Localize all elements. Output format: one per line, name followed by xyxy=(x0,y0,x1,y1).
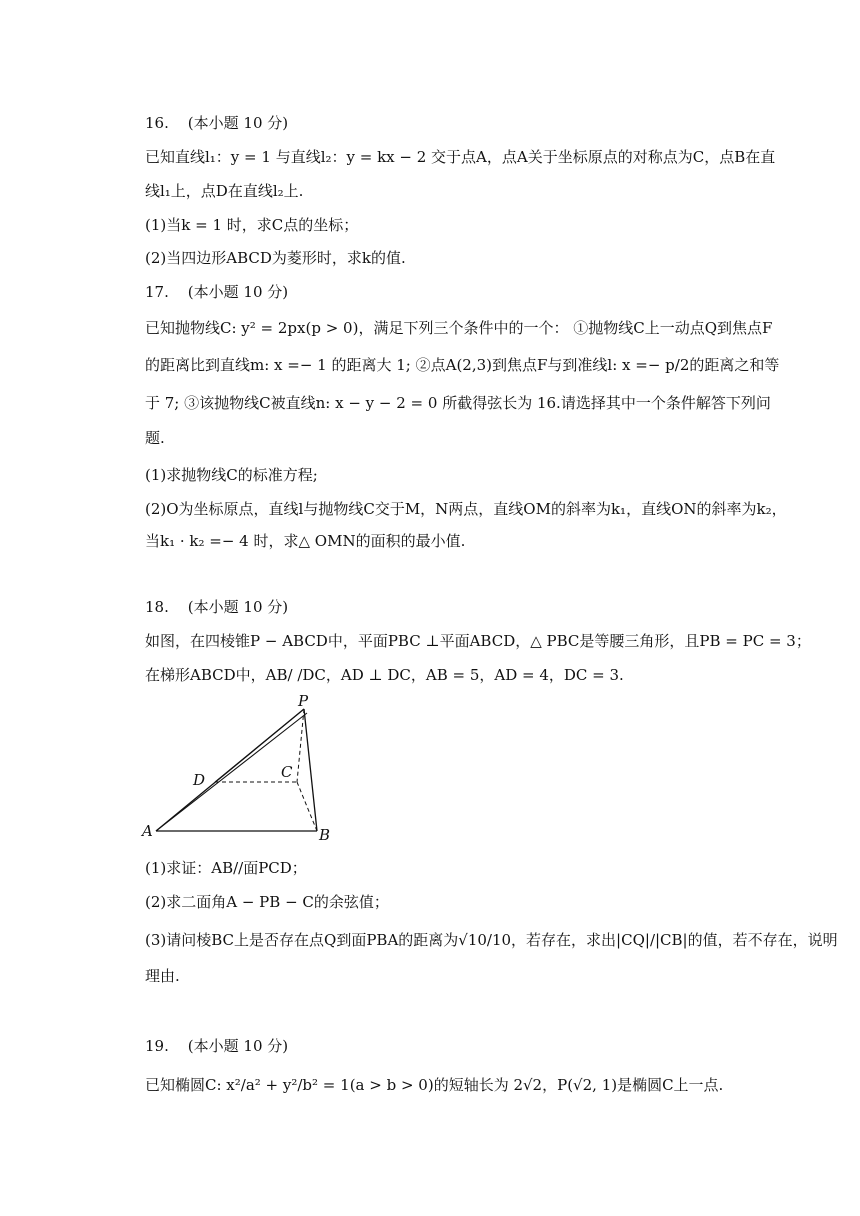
q17-stem-line4: 题. xyxy=(145,429,165,447)
q16-points: (本小题 10 分) xyxy=(187,114,289,132)
q18-part1: (1)求证：AB//面PCD； xyxy=(145,859,307,877)
q17-header xyxy=(145,282,288,302)
q18-part3-line1: (3)请问棱BC上是否存在点Q到面PBA的距离为√10/10，若存在，求出|CQ|/|CB|的值，若不存在，说明 xyxy=(145,931,838,949)
q19-header xyxy=(145,1036,288,1056)
q16-part2: (2)当四边形ABCD为菱形时，求k的值. xyxy=(145,249,406,267)
q19-points: (本小题 10 分) xyxy=(187,1037,289,1055)
edge-PB xyxy=(304,709,317,831)
label-D: D xyxy=(193,771,206,789)
q18-part2: (2)求二面角A − PB − C的余弦值； xyxy=(145,893,389,911)
q16-part1: (1)当k = 1 时，求C点的坐标； xyxy=(145,216,359,234)
q18-stem-line1: 如图，在四棱锥P − ABCD中，平面PBC ⊥平面ABCD，△ PBC是等腰三角形，且PB = PC = 3； xyxy=(145,632,811,650)
q19-number: 19. xyxy=(145,1037,169,1055)
q18-part3-line2: 理由. xyxy=(145,967,180,985)
q16-number: 16. xyxy=(145,114,169,132)
q18-points: (本小题 10 分) xyxy=(187,598,289,616)
q16-stem-line2: 线l₁上，点D在直线l₂上. xyxy=(145,182,304,200)
q17-part2-line2: 当k₁ · k₂ =− 4 时，求△ OMN的面积的最小值. xyxy=(145,532,466,550)
q19-stem-line1: 已知椭圆C: x²/a² + y²/b² = 1(a > b > 0)的短轴长为 2√2，P(√2, 1)是椭圆C上一点. xyxy=(145,1076,724,1094)
q17-number: 17. xyxy=(145,283,169,301)
pyramid-figure xyxy=(135,690,345,850)
label-A: A xyxy=(142,822,153,840)
q17-stem-line1: 已知抛物线C: y² = 2px(p > 0)，满足下列三个条件中的一个： ①抛物线C上一动点Q到焦点F xyxy=(145,319,773,337)
q17-stem-line2: 的距离比到直线m: x =− 1 的距离大 1; ②点A(2,3)到焦点F与到准线l: x =− p/2的距离之和等 xyxy=(145,356,780,374)
q17-points: (本小题 10 分) xyxy=(187,283,289,301)
q18-number: 18. xyxy=(145,598,169,616)
q18-header xyxy=(145,597,288,617)
q17-part1: (1)求抛物线C的标准方程; xyxy=(145,466,318,484)
q16-stem-line1: 已知直线l₁：y = 1 与直线l₂：y = kx − 2 交于点A，点A关于坐标原点的对称点为C，点B在直 xyxy=(145,148,776,166)
q16-header xyxy=(145,113,288,133)
q18-stem-line2: 在梯形ABCD中，AB/ /DC，AD ⊥ DC，AB = 5，AD = 4，DC = 3. xyxy=(145,666,624,684)
q17-part2-line1: (2)O为坐标原点，直线l与抛物线C交于M，N两点，直线OM的斜率为k₁，直线ON的斜率为k₂， xyxy=(145,500,787,518)
q17-stem-line3: 于 7; ③该抛物线C被直线n: x − y − 2 = 0 所截得弦长为 16.请选择其中一个条件解答下列问 xyxy=(145,394,771,412)
label-P: P xyxy=(298,692,309,710)
label-B: B xyxy=(319,826,331,844)
label-C: C xyxy=(281,763,293,781)
